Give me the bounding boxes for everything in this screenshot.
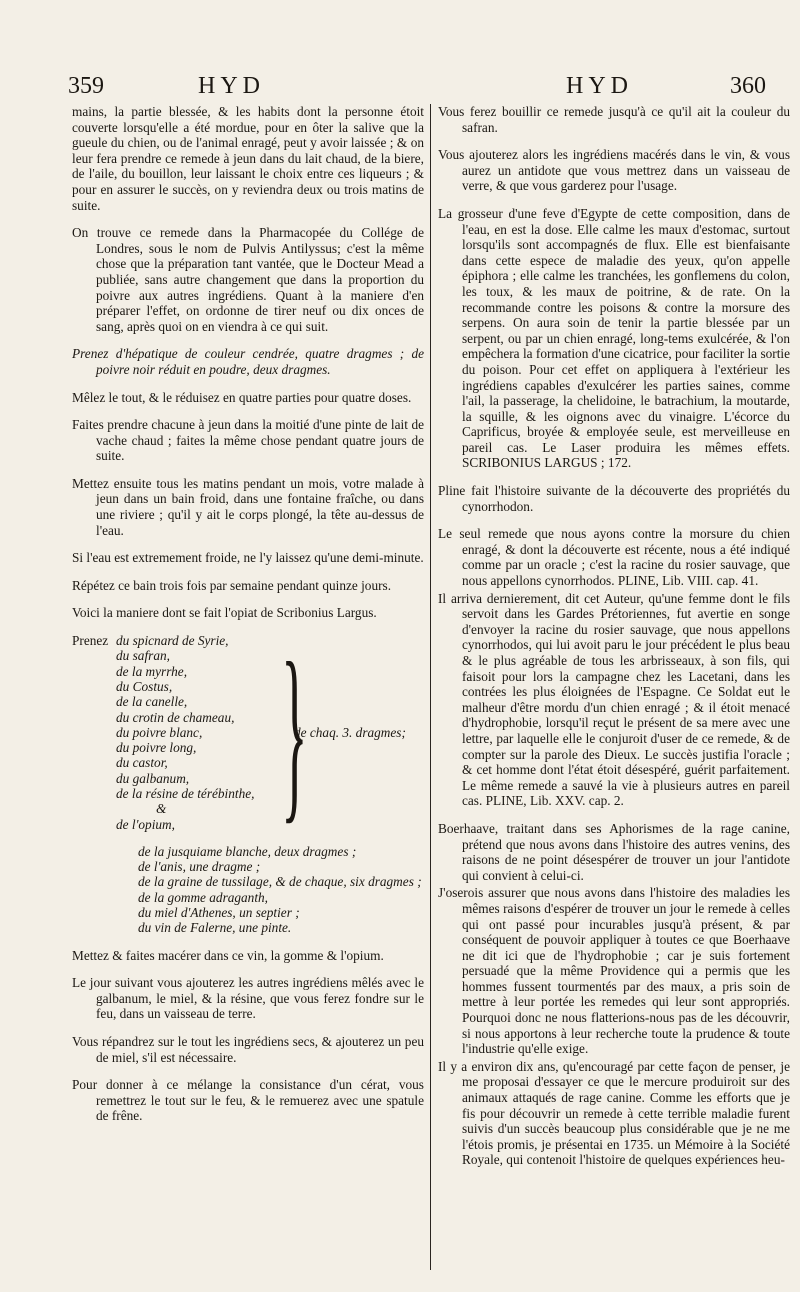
ingredient: du vin de Falerne, une pinte. — [138, 920, 292, 936]
paragraph: Pour donner à ce mélange la consistance d'un cérat, vous remettrez le tout sur le feu, & le remuerez avec une spatule de frêne. — [72, 1077, 424, 1124]
paragraph: Il arriva dernierement, dit cet Auteur, qu'une femme dont le fils servoit dans les Gardes Prétoriennes, fut avertie en songe d'envoyer la racine du rosier sauvage, que nous appellons cynorrhodos, qui lui avoit paru le jour précédent le plus beau & le plus agréable de tous les arbrisseaux, à son fils, qui faisoit pour lors la campagne chez les Lacetani, dans les contrées les plus éloignées de l'Espagne. Ce Soldat eut le malheur d'être mordu d'un chien enragé ; & il étoit menacé d'hydrophobie, lorsqu'il reçut le présent de sa mere avec une lettre, par laquelle elle le conjuroit d'user de ce remede, & de compter sur la parole des Dieux. Le succès justifia l'oracle ; & cet homme dont l'état étoit désespéré, guérit parfaitement. Le même remede a sauvé la vie à plusieurs autres en pareil cas. PLINE, Lib. XXV. cap. 2. — [438, 590, 790, 809]
left-column — [72, 104, 424, 1136]
paragraph: On trouve ce remede dans la Pharmacopée du Collége de Londres, sous le nom de Pulvis Antilyssus; c'est la même chose que la préparation tant vantée, que le Docteur Mead a publiée, sans autre changement que dans la proportion du poivre aux autres ingrédiens. Quant à la maniere d'en préparer l'effet, on ordonne de tirer neuf ou dix onces de sang, après quoi on en viendra à ce qui suit. — [72, 225, 424, 334]
right-running-head: HYD — [566, 73, 633, 99]
ingredient: du safran, — [116, 648, 170, 664]
ingredient: du castor, — [116, 755, 168, 771]
paragraph: Vous ajouterez alors les ingrédiens macérés dans le vin, & vous aurez un antidote que vous mettrez dans un vaisseau de verre, & que vous garderez pour l'usage. — [438, 147, 790, 194]
ingredient: de l'anis, une dragme ; — [138, 859, 261, 875]
paragraph: J'oserois assurer que nous avons dans l'histoire des maladies les mêmes raisons d'espérer de trouver un jour le remede à celles qui ont passé pour incurables jusqu'à présent, & par conséquent de pouvoir appliquer à toutes ce que Boerhaave ne dit ici que de l'hydrophobie ; car je suis fortement persuadé que la même Providence qui a permis que les hommes fussent tourmentés par des maux, a pris soin de mettre à leur portée les remedes qui leur sont appropriés. Pourquoi donc ne nous flatterions-nous pas de les découvrir, si nous apportons à leur recherche toute la prudence & toute l'industrie qu'elle exige. — [438, 885, 790, 1057]
paragraph: Boerhaave, traitant dans ses Aphorismes de la rage canine, prétend que nous avons dans l'histoire des autres venins, des raisons de ne point désespérer de trouver un jour l'antidote qui convient à celui-ci. — [438, 820, 790, 883]
paragraph: mains, la partie blessée, & les habits dont la personne étoit couverte lorsqu'elle a été mordue, pour en ôter la salive que la gueule du chien, ou de l'animal enragé, peut y avoir laissée ; & on leur fera prendre ce remede à jeun dans du lait chaud, de la biere, de l'aile, du bouillon, leur laissant le choix entre ces liqueurs ; & pour en assurer le succès, on y reviendra deux ou trois matins de suite. — [72, 104, 424, 213]
left-page-number: 359 — [68, 73, 104, 99]
paragraph: Répétez ce bain trois fois par semaine pendant quinze jours. — [72, 577, 392, 593]
paragraph: Voici la maniere dont se fait l'opiat de Scribonius Largus. — [72, 605, 377, 621]
ingredient: du Costus, — [116, 678, 173, 694]
ingredient: de la canelle, — [116, 694, 188, 710]
ingredient: & — [156, 801, 167, 817]
ingredient: de l'opium, — [116, 816, 175, 832]
curly-brace-icon: } — [281, 623, 308, 841]
ingredient: du poivre blanc, — [116, 724, 203, 740]
right-page-number: 360 — [730, 73, 766, 99]
recipe-more — [72, 844, 424, 936]
recipe-lead: Prenez — [72, 633, 109, 649]
ingredient: du miel d'Athenes, un septier ; — [138, 905, 300, 921]
ingredient: de la jusquiame blanche, deux dragmes ; — [138, 843, 357, 859]
ingredient: de la gomme adraganth, — [138, 889, 269, 905]
paragraph: Vous ferez bouillir ce remede jusqu'à ce qu'il ait la couleur du safran. — [438, 104, 790, 135]
ingredient: du crotin de chameau, — [116, 709, 235, 725]
paragraph: Vous répandrez sur le tout les ingrédiens secs, & ajouterez un peu de miel, s'il est nécessaire. — [72, 1034, 424, 1065]
paragraph: Le jour suivant vous ajouterez les autres ingrédiens mêlés avec le galbanum, le miel, & la résine, que vous ferez fondre sur le feu, dans un vaisseau de terre. — [72, 975, 424, 1022]
recipe-list — [72, 623, 424, 841]
ingredient: du galbanum, — [116, 770, 190, 786]
ingredient: du poivre long, — [116, 740, 197, 756]
ingredient: de la graine de tussilage, & de chaque, six dragmes ; — [138, 874, 422, 890]
paragraph: Mettez & faites macérer dans ce vin, la gomme & l'opium. — [72, 947, 384, 963]
paragraph: Mêlez le tout, & le réduisez en quatre parties pour quatre doses. — [72, 389, 412, 405]
right-column — [438, 104, 790, 1180]
ingredient: de la résine de térébinthe, — [116, 786, 255, 801]
recipe-ingredients — [116, 633, 274, 832]
paragraph: Le seul remede que nous ayons contre la morsure du chien enragé, & dont la découverte est récente, nous a été indiqué comme par un oracle ; c'est la racine du rosier sauvage, que nous appellons cynorrhodos. PLINE, Lib. VIII. cap. 41. — [438, 526, 790, 589]
paragraph: Si l'eau est extremement froide, ne l'y laissez qu'une demi-minute. — [72, 550, 424, 566]
paragraph: Mettez ensuite tous les matins pendant un mois, votre malade à jeun dans un bain froid, dans une fontaine fraîche, ou dans une riviere ; qu'il y ait le corps plongé, la tête au-dessus de l'eau. — [72, 475, 424, 538]
paragraph: Pline fait l'histoire suivante de la découverte des propriétés du cynorrhodon. — [438, 483, 790, 514]
column-divider — [430, 104, 431, 1270]
recipe-quantity: de chaq. 3. dragmes; — [294, 724, 406, 740]
left-running-head: HYD — [198, 73, 265, 99]
paragraph: Prenez d'hépatique de couleur cendrée, quatre dragmes ; de poivre noir réduit en poudre, deux dragmes. — [72, 346, 424, 377]
paragraph: Il y a environ dix ans, qu'encouragé par cette façon de penser, je me proposai d'essayer ce que le mercure produiroit sur des animaux attaqués de rage canine. Comme les efforts que je fis pour découvrir un remede à cette terrible maladie furent suivis d'un succès beaucoup plus considérable que je ne me l'étois promis, je présentai en 1735. un Mémoire à la Société Royale, qui contenoit l'histoire de quelques expériences heu- — [438, 1058, 790, 1168]
paragraph: La grosseur d'une feve d'Egypte de cette composition, dans de l'eau, en est la dose. Elle calme les maux d'estomac, surtout lorsqu'ils sont accompagnés de flux. Elle est bienfaisante dans cette espece de maladie des yeux, qu'on appelle épiphora ; elle calme les tranchées, les gonflemens du colon, les toux, & les maux de poitrine, & de rate. On la recommande contre les poisons & contre la morsure des serpens. On aura soin de tenir la partie blessée par un serpent, ou par un chien enragé, long-tems exulcérée, & l'on empêchera la formation d'une cicatrice, pour faciliter la sortie du poison. Pour cet effet on appliquera à l'extérieur les ingrédiens capables d'exulcérer les parties saines, comme l'ail, la passerage, la chelidoine, le batrachium, la moutarde, la squille, & les oignons avec du vinaigre. L'écorce du Caprificus, broyée & employée seule, est merveilleuse en pareil cas. Le Laser produira les mêmes effets. SCRIBONIUS LARGUS ; 172. — [438, 205, 790, 471]
paragraph: Faites prendre chacune à jeun dans la moitié d'une pinte de lait de vache chaud ; faites la même chose pendant quatre jours de suite. — [72, 417, 424, 464]
ingredient: de la myrrhe, — [116, 663, 188, 679]
ingredient: du spicnard de Syrie, — [116, 633, 229, 649]
